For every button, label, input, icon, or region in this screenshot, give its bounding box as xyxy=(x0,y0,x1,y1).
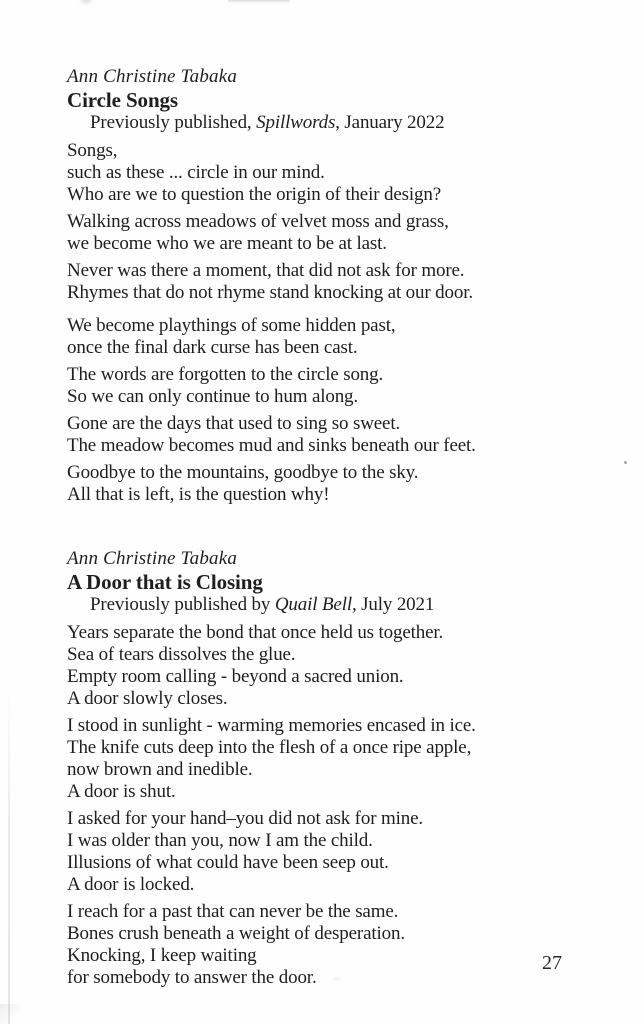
poem-line: All that is left, is the question why! xyxy=(67,484,330,505)
publication-note xyxy=(67,112,608,134)
poem-line: We become playthings of some hidden past, xyxy=(67,315,396,336)
stanza xyxy=(67,622,608,710)
poem-line: The meadow becomes mud and sinks beneath our feet. xyxy=(67,435,476,456)
poem-title: A Door that is Closing xyxy=(67,570,263,594)
publication-prefix: Previously published by xyxy=(90,594,275,615)
poem-line: Illusions of what could have been seep out. xyxy=(67,852,389,873)
poem-line: I was older than you, now I am the child. xyxy=(67,830,373,851)
poem-title: Circle Songs xyxy=(67,88,178,112)
poem-line: we become who we are meant to be at last. xyxy=(67,233,387,254)
stanza xyxy=(67,462,608,506)
poem-line: Years separate the bond that once held us together. xyxy=(67,622,444,643)
poem-line: A door is shut. xyxy=(67,781,176,802)
poems-container xyxy=(67,66,608,989)
poem-line: Who are we to question the origin of their design? xyxy=(67,184,441,205)
stanza xyxy=(67,211,608,255)
poem-line: Never was there a moment, that did not ask for more. xyxy=(67,260,465,281)
publication-source: Quail Bell, xyxy=(274,594,357,615)
stanza xyxy=(67,364,608,408)
poem-line: I stood in sunlight - warming memories encased in ice. xyxy=(67,715,476,736)
stanza xyxy=(67,808,608,896)
scan-smudge-top xyxy=(78,0,94,6)
poem-line: Rhymes that do not rhyme stand knocking at our door. xyxy=(67,282,473,303)
poem-line: A door is locked. xyxy=(67,874,195,895)
stanza xyxy=(67,315,608,359)
poem-line: I asked for your hand–you did not ask for mine. xyxy=(67,808,423,829)
poem-author: Ann Christine Tabaka xyxy=(67,66,238,87)
poem-line: Walking across meadows of velvet moss and grass, xyxy=(67,211,449,232)
poem-line: I reach for a past that can never be the same. xyxy=(67,901,399,922)
poem-line: once the final dark curse has been cast. xyxy=(67,337,358,358)
scan-mark-top xyxy=(228,0,290,3)
stanza xyxy=(67,901,608,989)
poem xyxy=(67,66,608,506)
poem-body xyxy=(67,622,608,989)
poem-line: Empty room calling - beyond a sacred union. xyxy=(67,666,404,687)
scan-corner-shade xyxy=(0,1004,20,1024)
scan-dot-right-margin xyxy=(624,461,627,464)
poem-line: Songs, xyxy=(67,140,118,161)
publication-prefix: Previously published, xyxy=(90,112,257,133)
poem-line: Knocking, I keep waiting xyxy=(67,945,257,966)
poem-author: Ann Christine Tabaka xyxy=(67,548,238,569)
poem-line: Bones crush beneath a weight of desperation. xyxy=(67,923,405,944)
poem-line: So we can only continue to hum along. xyxy=(67,386,359,407)
poem-line: for somebody to answer the door. xyxy=(67,967,317,988)
poem-body xyxy=(67,140,608,506)
stanza xyxy=(67,715,608,803)
stanza xyxy=(67,413,608,457)
poem-line: A door slowly closes. xyxy=(67,688,228,709)
poem-line: now brown and inedible. xyxy=(67,759,253,780)
scan-edge-line-left xyxy=(8,690,10,1024)
publication-suffix: , January 2022 xyxy=(335,112,445,133)
page-number: 27 xyxy=(542,952,562,974)
stanza xyxy=(67,260,608,304)
stanza xyxy=(67,140,608,206)
poem-line: Goodbye to the mountains, goodbye to the sky. xyxy=(67,462,419,483)
poem xyxy=(67,548,608,989)
publication-suffix: July 2021 xyxy=(356,594,435,615)
poem-line: Gone are the days that used to sing so sweet. xyxy=(67,413,401,434)
publication-source: Spillwords xyxy=(256,112,336,133)
poem-line: The words are forgotten to the circle song. xyxy=(67,364,384,385)
publication-note xyxy=(67,594,608,616)
poem-line: such as these ... circle in our mind. xyxy=(67,162,325,183)
poem-line: The knife cuts deep into the flesh of a once ripe apple, xyxy=(67,737,472,758)
poem-line: Sea of tears dissolves the glue. xyxy=(67,644,296,665)
